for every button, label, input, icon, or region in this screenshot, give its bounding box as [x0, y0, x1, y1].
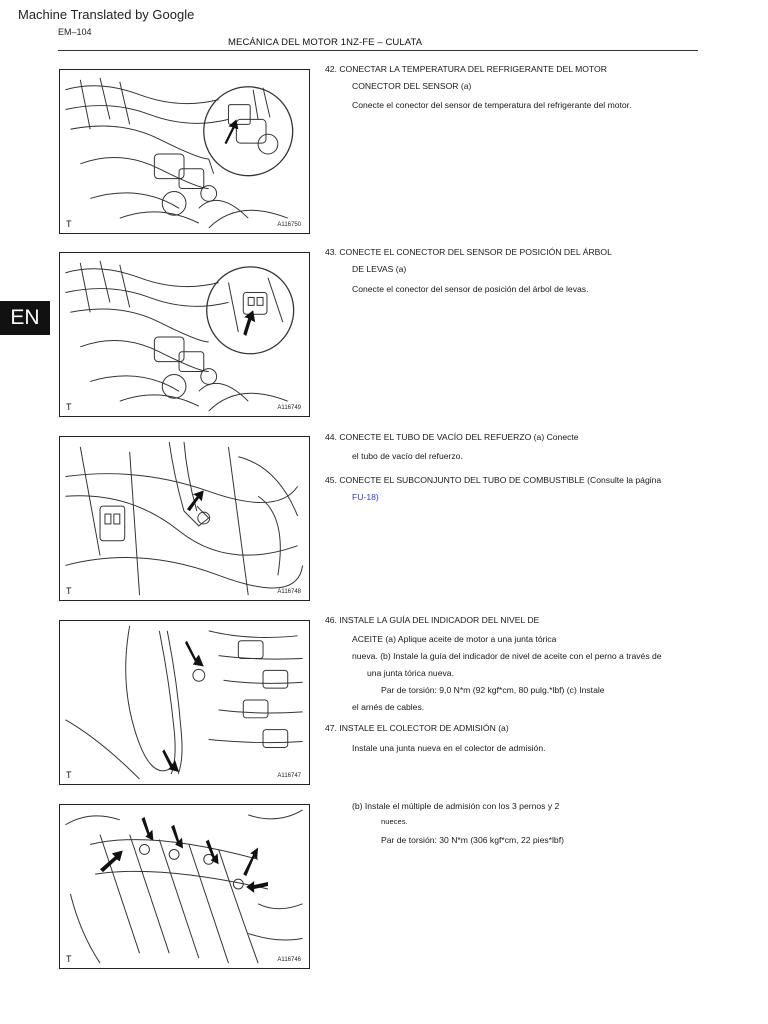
step-45-title: 45. CONECTE EL SUBCONJUNTO DEL TUBO DE COMBUSTIBLE (Consulte la página — [325, 475, 662, 485]
step-47-title: 47. INSTALE EL COLECTOR DE ADMISIÓN (a) — [325, 723, 509, 733]
step-46-line4: una junta tórica nueva. — [367, 668, 454, 678]
step-44-title: 44. CONECTE EL TUBO DE VACÍO DEL REFUERZO (a) Conecte — [325, 432, 579, 442]
step-43-body: Conecte el conector del sensor de posición del árbol de levas. — [352, 284, 589, 294]
step-46-line3: nueva. (b) Instale la guía del indicador de nivel de aceite con el perno a través de — [352, 651, 662, 661]
figure-intake-manifold — [59, 804, 310, 969]
figure-coolant-temp-sensor — [59, 69, 310, 234]
step-47b-line2: nueces. — [381, 817, 408, 826]
figure-code: A116747 — [277, 773, 301, 779]
fu-18-link[interactable]: FU-18) — [352, 492, 379, 502]
step-46-torque: Par de torsión: 9,0 N*m (92 kgf*cm, 80 pulg.*lbf) (c) Instale — [381, 685, 605, 695]
step-42-body: Conecte el conector del sensor de temperatura del refrigerante del motor. — [352, 100, 632, 110]
arrow-icon — [246, 881, 268, 893]
figure-code: A116750 — [277, 222, 301, 228]
arrow-icon — [162, 749, 179, 772]
arrow-icon — [243, 847, 258, 876]
step-46-title: 46. INSTALE LA GUÍA DEL INDICADOR DEL NIVEL DE — [325, 615, 540, 625]
header-rule — [58, 50, 698, 51]
figure-oil-level-gauge-guide — [59, 620, 310, 785]
step-43-title-cont: DE LEVAS (a) — [352, 264, 407, 274]
page-header-title: MECÁNICA DEL MOTOR 1NZ-FE – CULATA — [228, 37, 423, 48]
t-mark: T — [66, 770, 72, 780]
step-44-body: el tubo de vacío del refuerzo. — [352, 451, 463, 461]
figure-code: A116748 — [277, 589, 301, 595]
t-mark: T — [66, 586, 72, 596]
arrow-icon — [206, 840, 219, 865]
step-42-title-cont: CONECTOR DEL SENSOR (a) — [352, 81, 472, 91]
t-mark: T — [66, 402, 72, 412]
page-number: EM–104 — [58, 27, 92, 37]
engine-illustration-1 — [60, 70, 309, 233]
figure-code: A116746 — [277, 957, 301, 963]
t-mark: T — [66, 219, 72, 229]
step-42-title: 42. CONECTAR LA TEMPERATURA DEL REFRIGERANTE DEL MOTOR — [325, 64, 607, 74]
arrow-icon — [187, 490, 204, 511]
figure-vacuum-hose — [59, 436, 310, 601]
step-47-body: Instale una junta nueva en el colector de admisión. — [352, 743, 546, 753]
step-47b-torque: Par de torsión: 30 N*m (306 kgf*cm, 22 pies*lbf) — [381, 835, 564, 845]
engine-illustration-4 — [60, 621, 309, 784]
step-43-title: 43. CONECTE EL CONECTOR DEL SENSOR DE POSICIÓN DEL ÁRBOL — [325, 247, 612, 257]
arrow-icon — [185, 641, 204, 667]
language-tab: EN — [0, 301, 50, 335]
arrow-icon — [142, 817, 154, 841]
step-47b-line1: (b) Instale el múltiple de admisión con los 3 pernos y 2 — [352, 801, 560, 811]
arrow-icon — [171, 825, 183, 849]
step-46-line2: ACEITE (a) Aplique aceite de motor a una junta tórica — [352, 634, 557, 644]
machine-translation-banner: Machine Translated by Google — [18, 7, 195, 22]
figure-camshaft-sensor — [59, 252, 310, 417]
step-46-line6: el arnés de cables. — [352, 702, 425, 712]
engine-illustration-5 — [60, 805, 309, 968]
engine-illustration-3 — [60, 437, 309, 600]
t-mark: T — [66, 954, 72, 964]
figure-code: A116749 — [277, 405, 301, 411]
engine-illustration-2 — [60, 253, 309, 416]
